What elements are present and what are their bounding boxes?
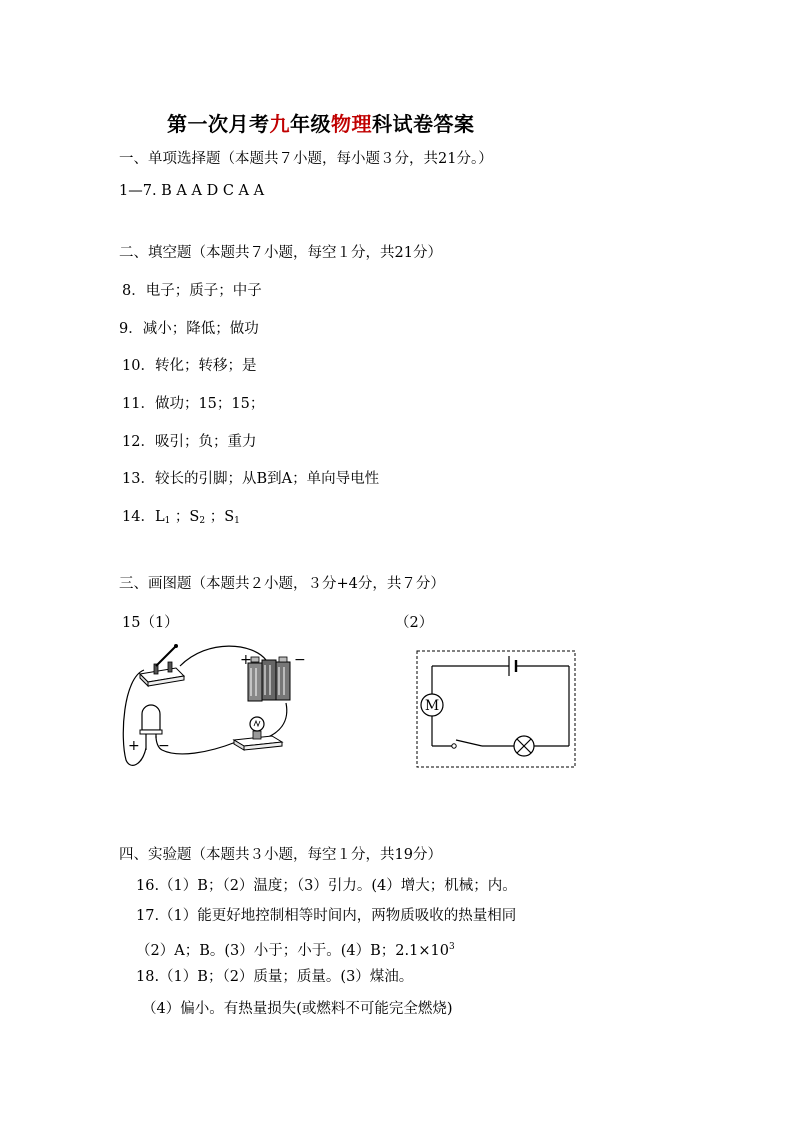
item14-text: ；S: [170, 509, 200, 525]
answer-item-14: [122, 508, 240, 530]
item14-subscript: 2: [199, 516, 206, 526]
physical-circuit-figure: [118, 638, 308, 773]
answer-item-11: 11．做功；15；15；: [122, 396, 265, 412]
title-subject-highlight: 物理: [331, 112, 372, 136]
title-text: 第一次月考: [167, 112, 270, 136]
battery-pack: [248, 657, 290, 701]
switch-blade: [456, 740, 482, 746]
title-grade-highlight: 九: [269, 112, 290, 136]
led-plus-label: +: [128, 738, 140, 754]
section-heading-experiment: 四、实验题（本题共３小题，每空１分，共19分）: [119, 847, 442, 863]
item14-text: ；S: [205, 509, 235, 525]
battery-minus-label: −: [294, 652, 306, 668]
item17-superscript: 3: [448, 942, 455, 952]
answer-item-16: 16.（1）B；（2）温度；（3）引力。(4）增大；机械；内。: [136, 878, 517, 894]
answer-item-13: 13．较长的引脚；从B到A；单向导电性: [122, 471, 380, 487]
choice-answers: 1—7. B A A D C A A: [119, 183, 265, 199]
answer-item-17-line1: 17.（1）能更好地控制相等时间内，两物质吸收的热量相同: [136, 908, 517, 924]
item17-text: （2）A；B。(3）小于；小于。(4）B；2.1×10: [136, 943, 449, 959]
circuit-diagram-figure: [414, 648, 579, 770]
title-text: 年级: [290, 112, 331, 136]
motor-label: M: [424, 698, 440, 714]
answer-item-8: 8．电子；质子；中子: [122, 283, 262, 299]
title-text: 科试卷答案: [372, 112, 475, 136]
page-title: [167, 108, 475, 137]
figure-15-2-label: （2）: [395, 615, 434, 631]
answer-item-18-line2: （4）偏小。有热量损失(或燃料不可能完全燃烧): [142, 1001, 453, 1017]
wire: [266, 703, 287, 738]
led-minus-label: −: [158, 738, 170, 754]
item14-subscript: 1: [164, 516, 171, 526]
answer-item-18-line1: 18.（1）B；（2）质量；质量。(3）煤油。: [136, 969, 414, 985]
switch-component: [140, 644, 184, 686]
item14-subscript: 1: [234, 516, 240, 526]
switch-contact: [452, 744, 456, 748]
section-heading-fill: 二、填空题（本题共７小题，每空１分，共21分）: [119, 245, 442, 261]
answer-item-9: 9．减小；降低；做功: [119, 321, 259, 337]
section-heading-drawing: 三、画图题（本题共２小题，３分+4分，共７分）: [119, 576, 445, 592]
answer-item-10: 10．转化；转移；是: [122, 358, 257, 374]
battery-plus-label: +: [240, 652, 252, 668]
figure-15-1-label: 15（1）: [122, 615, 179, 631]
answer-item-12: 12．吸引；负；重力: [122, 434, 257, 450]
answer-item-17-line2: [136, 938, 455, 960]
section-heading-choice: 一、单项选择题（本题共７小题，每小题３分，共21分。）: [119, 151, 493, 167]
item14-text: 14．L: [122, 509, 165, 525]
